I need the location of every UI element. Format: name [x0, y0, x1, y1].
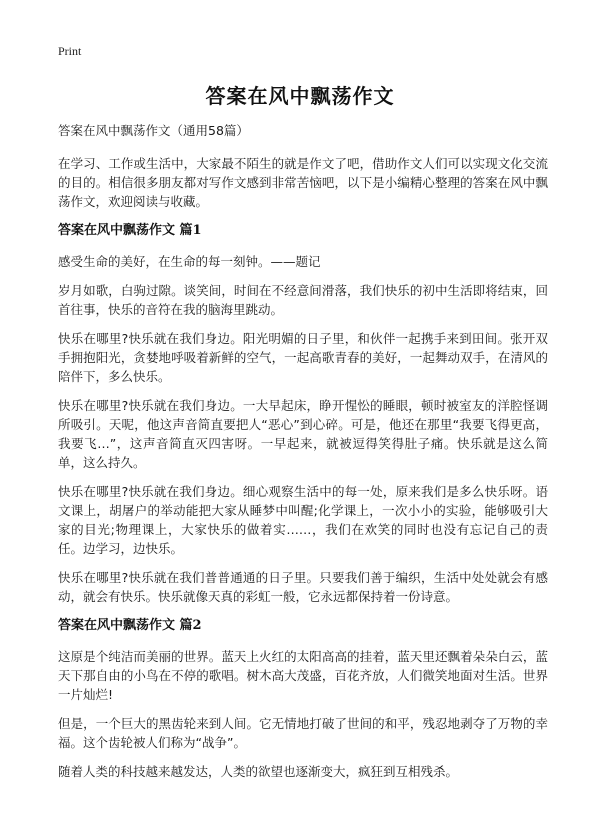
paragraph: 快乐在哪里?快乐就在我们身边。阳光明媚的日子里，和伙伴一起携手来到田间。张开双手拥抱阳光，贪婪地呼吸着新鲜的空气，一起高歌青春的美好，一起舞动双手，在清风的陪伴下，多么快乐。 [58, 331, 548, 384]
intro-paragraph: 在学习、工作或生活中，大家最不陌生的就是作文了吧，借助作文人们可以实现文化交流的目的。相信很多朋友都对写作文感到非常苦恼吧，以下是小编精心整理的答案在风中飘荡作文，欢迎阅读与收藏。 [58, 156, 548, 209]
paragraph: 随着人类的科技越来越发达，人类的欲望也逐渐变大，疯狂到互相残杀。 [58, 764, 459, 779]
article-body [58, 121, 548, 791]
paragraph: 感受生命的美好，在生命的每一刻钟。——题记 [58, 254, 321, 269]
print-link[interactable]: Print [58, 44, 82, 58]
page-title: 答案在风中飘荡作文 [205, 84, 395, 108]
paragraph: 快乐在哪里?快乐就在我们普普通通的日子里。只要我们善于编织，生活中处处就会有感动，就会有快乐。快乐就像天真的彩虹一般，它永远都保持着一份诗意。 [58, 570, 548, 604]
article-subtitle: 答案在风中飘荡作文（通用58篇） [58, 123, 249, 138]
paragraph: 但是，一个巨大的黑齿轮来到人间。它无情地打破了世间的和平，残忍地剥夺了万物的幸福。这个齿轮被人们称为“战争”。 [58, 716, 548, 750]
section-heading-2: 答案在风中飘荡作文 篇2 [58, 618, 202, 633]
section-heading-1: 答案在风中飘荡作文 篇1 [58, 223, 202, 238]
paragraph: 快乐在哪里?快乐就在我们身边。细心观察生活中的每一处，原来我们是多么快乐呀。语文课上，胡屠户的举动能把大家从睡梦中叫醒;化学课上，一次小小的实验，能够吸引大家的目光;物理课上，大家快乐的做着实……，我们在欢笑的同时也没有忘记自己的责任。边学习，边快乐。 [58, 484, 548, 556]
paragraph: 岁月如歌，白驹过隙。谈笑间，时间在不经意间滑落，我们快乐的初中生活即将结束，回首往事，快乐的音符在我的脑海里跳动。 [58, 283, 548, 317]
paragraph: 快乐在哪里?快乐就在我们身边。一大早起床，睁开惺忪的睡眼，顿时被室友的洋腔怪调所吸引。天呢，他这声音简直要把人“恶心”到心碎。可是，他还在那里“我要飞得更高，我要飞…”，这声音简直灭四害呀。一早起来，就被逗得笑得肚子痛。快乐就是这么简单，这么持久。 [58, 398, 548, 470]
paragraph: 这原是个纯洁而美丽的世界。蓝天上火红的太阳高高的挂着，蓝天里还飘着朵朵白云，蓝天下那自由的小鸟在不停的歌唱。树木高大茂盛，百花齐放，人们微笑地面对生活。世界一片灿烂! [58, 649, 548, 702]
